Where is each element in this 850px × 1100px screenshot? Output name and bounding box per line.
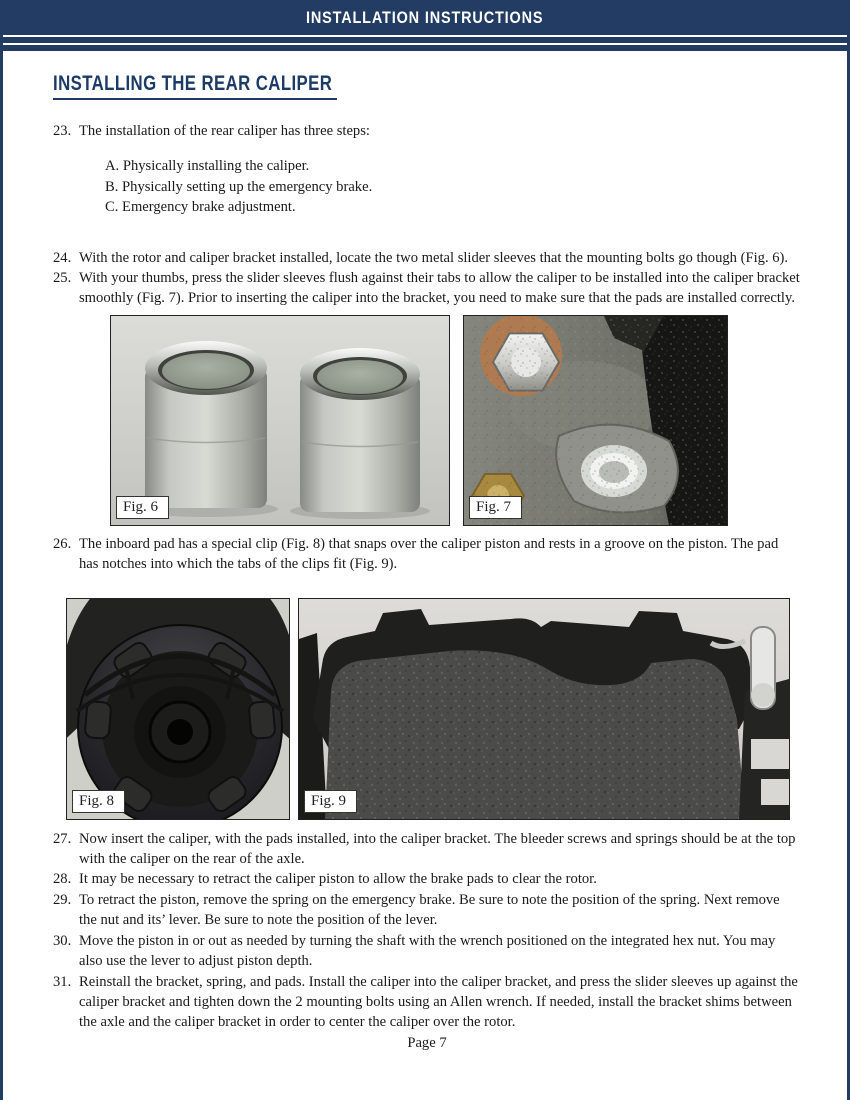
step-item-27 [53,829,801,870]
substep-c: C. Emergency brake adjustment. [105,199,296,216]
step-item-31 [53,972,801,1033]
figure-7 [463,315,728,526]
figure-6-label: Fig. 6 [116,496,169,519]
step-item-28 [53,869,801,889]
step-number: 27. [53,830,72,847]
substep-a: A. Physically installing the caliper. [105,158,310,175]
header-bar [3,0,847,35]
slider-sleeves-photo [111,316,449,525]
step-item-24 [53,248,801,268]
step-number: 28. [53,871,72,888]
figure-8-label: Fig. 8 [72,790,125,813]
step-text: Move the piston in or out as needed by turning the shaft with the wrench positioned on the integrated hex nut. You may also use the lever to adjust piston depth. [79,932,776,970]
figure-6 [110,315,450,526]
step-number: 24. [53,249,72,266]
figure-8 [66,598,290,820]
figure-9 [298,598,790,820]
step-number: 23. [53,123,72,139]
step-item-29 [53,890,801,931]
step-item-26 [53,534,801,575]
page-number: Page 7 [407,1034,447,1051]
substep-list [105,156,801,217]
step-item-30 [53,931,801,972]
piston-clip-photo [67,599,289,819]
step-item-23 [53,121,801,141]
step-item-25 [53,268,801,309]
step-text: The inboard pad has a special clip (Fig. 8) that snaps over the caliper piston and rests in a groove on the piston. The pad has notches into which the tabs of the clips fit (Fig. 9). [79,535,779,573]
step-text: To retract the piston, remove the spring on the emergency brake. Be sure to note the position of the spring. Next remove the nut and its’ lever. Be sure to note the position of the lever. [79,891,780,929]
step-number: 25. [53,270,72,287]
step-text: Now insert the caliper, with the pads installed, into the caliper bracket. The bleeder screws and springs should be at the top with the caliper on the rear of the axle. [79,830,796,868]
figure-9-label: Fig. 9 [304,790,357,813]
brake-pad-photo [299,599,789,819]
step-number: 26. [53,535,72,552]
step-text: With the rotor and caliper bracket installed, locate the two metal slider sleeves that the mounting bolts go though (Fig. 6). [79,249,789,266]
step-number: 30. [53,932,72,949]
step-text: Reinstall the bracket, spring, and pads. Install the caliper into the caliper bracket, and press the slider sleeves up against the caliper bracket and tighten down the 2 mounting bolts using an Allen wrench. If needed, install the bracket shims between the axle and the caliper bracket in order to center the caliper over the rotor. [79,973,798,1031]
caliper-bracket-photo [464,316,727,525]
substep-b: B. Physically setting up the emergency brake. [105,178,373,195]
figure-7-label: Fig. 7 [469,496,522,519]
step-number: 29. [53,891,72,908]
step-text: The installation of the rear caliper has three steps: [79,123,370,139]
step-text: It may be necessary to retract the caliper piston to allow the brake pads to clear the rotor. [79,871,597,888]
step-text: With your thumbs, press the slider sleeves flush against their tabs to allow the caliper to be installed into the caliper bracket smoothly (Fig. 7). Prior to inserting the caliper into the bracket, you need to make sure that the pads are installed correctly. [79,270,800,307]
figure-row-2 [66,598,801,820]
step-number: 31. [53,973,72,990]
figure-row-1 [110,315,801,526]
section-heading: INSTALLING THE REAR CALIPER [53,72,337,100]
page-content [3,51,847,1053]
header-title: INSTALLATION INSTRUCTIONS [306,7,544,27]
